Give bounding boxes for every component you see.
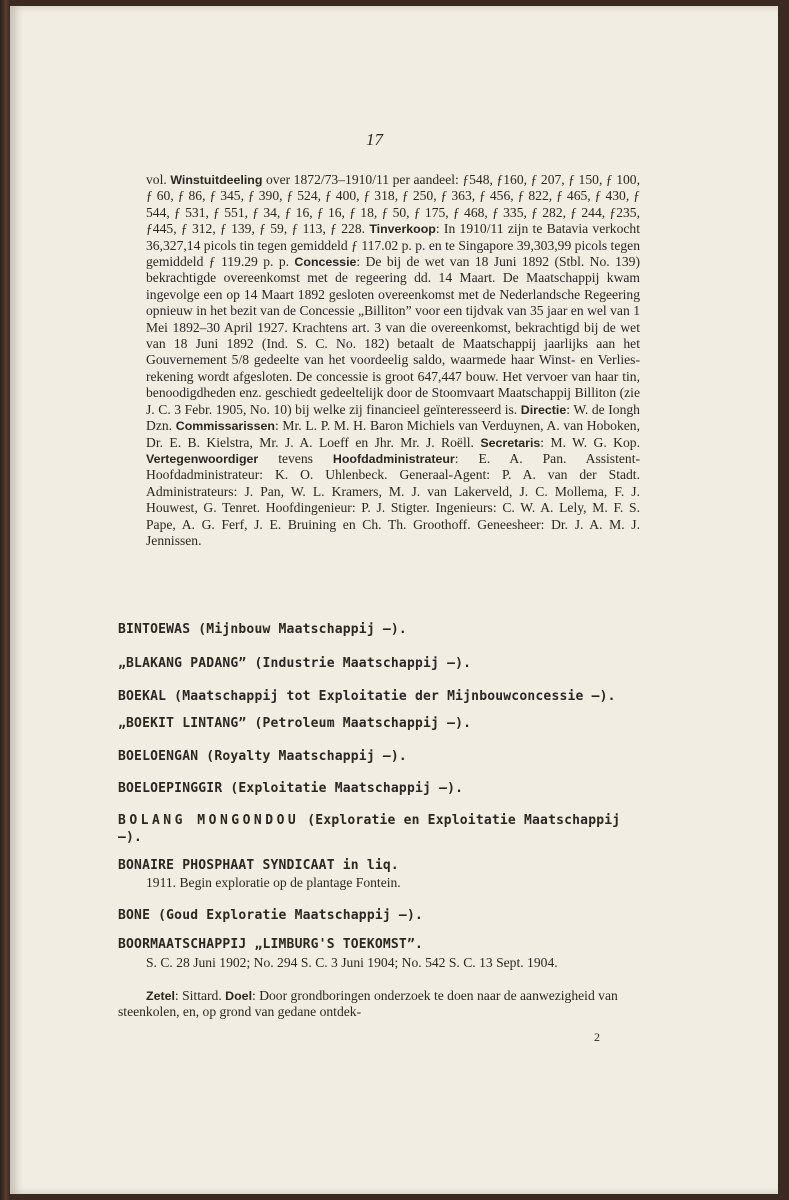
book-spine: [0, 0, 10, 1200]
signature-mark: 2: [594, 1030, 600, 1044]
entry-boekal: BOEKAL (Maatschappij tot Exploitatie der Mijnbouwconcessie —).: [118, 689, 616, 704]
boormaat-sc: [118, 955, 640, 971]
text-run: over 1872/73–1910/11 per aandeel: ƒ548, ƒ160, ƒ 207, ƒ 150, ƒ 100, ƒ 60, ƒ 86, ƒ 345, ƒ 390, ƒ 524, ƒ 400, ƒ 318, ƒ 250, ƒ 363, ƒ 456, ƒ 822, ƒ 465, ƒ 430, ƒ 544, ƒ 531, ƒ 551, ƒ 34, ƒ 16, ƒ 16, ƒ 18, ƒ 50, ƒ 175, ƒ 468, ƒ 335, ƒ 282, ƒ 244, ƒ235, ƒ445, ƒ 312, ƒ 139, ƒ 59, ƒ 113, ƒ 228.: [146, 172, 640, 237]
boormaat-zetel-doel: [118, 988, 640, 1021]
heading-commissarissen: Commissarissen: [175, 419, 275, 434]
entry-blakang-padang: „BLAKANG PADANG” (Industrie Maatschappij —).: [118, 656, 472, 671]
text-run: : Door grondboringen onderzoek te doen naar de aanwezigheid van steenkolen, en, op grond van gedane ontdek-: [118, 988, 618, 1020]
text-run: : Mr. L. P. M. H. Baron Michiels van Verduynen, A. van Hoboken, Dr. E. B. Kielstra, Mr. J. A. Loeff en Jhr. Mr. J. Roëll.: [146, 418, 640, 450]
heading-vertegenwoordiger: Vertegenwoordiger: [146, 451, 259, 466]
main-paragraph: [146, 172, 640, 549]
entry-bonaire: BONAIRE PHOSPHAAT SYNDICAAT in liq.: [118, 858, 399, 873]
heading-winstuitdeeling: Winstuitdeeling: [170, 173, 263, 187]
text-run: : Sittard.: [174, 988, 226, 1003]
heading-zetel: Zetel: [146, 989, 175, 1003]
heading-directie: Directie: [520, 402, 567, 417]
text-run: : E. A. Pan. Assistent-Hoofdadministrateur: K. O. Uhlenbeck. Generaal-Agent: P. A. van der Stadt. Administrateurs: J. Pan, W. L. Kramers, M. J. van Lakerveld, J. C. Mollema, F. J. Houwest, G. Tenret. Hoofdingenieur: P. J. Stigter. Ingenieurs: C. W. A. Lely, M. F. S. Pape, A. G. Ferf, J. E. Bruining en Ch. Th. Groothoff. Geneesheer: Dr. J. A. M. J. Jennissen.: [146, 450, 640, 548]
entry-boeloengan: BOELOENGAN (Royalty Maatschappij —).: [118, 749, 407, 764]
text-run: : In 1910/11 zijn te Batavia verkocht 36,327,14 picols tin tegen gemiddeld ƒ 117.02 p. p. en te Singapore 39,303,99 picols tegen gemiddeld ƒ 119.29 p. p.: [146, 221, 640, 270]
text-run: vol.: [146, 172, 171, 187]
text-run: : De bij de wet van 18 Juni 1892 (Stbl. No. 139) bekrachtigde overeenkomst met de regeering dd. 14 Maart. De Maatschappij kwam ingevolge een op 14 Maart 1892 gesloten overeenkomst met de Nederlandsche Regeering opnieuw in het bezit van de Concessie „Billiton” voor een tijdvak van 35 jaar en wel van 1 Mei 1892–30 April 1927. Krachtens art. 3 van die overeenkomst, bekrachtigd bij de wet van 18 Juni 1892 (Ind. S. C. No. 182) betaalt de Maatschappij jaarlijks aan het Gouvernement 5/8 gedeelte van het voordeelig saldo, waarmede haar Winst- en Verlies-rekening wordt afgesloten. De concessie is groot 647,447 bouw. Het vervoer van haar tin, benoodigdheden enz. geschiedt gedeeltelijk door de Stoomvaart Maatschappij Billiton (zie J. C. 3 Febr. 1905, No. 10) bij welke zij financieel geïnteresseerd is.: [146, 254, 640, 417]
entry-description: (Exploratie en Exploitatie Maatschappij —).: [118, 813, 621, 845]
entry-bintoewas: BINTOEWAS (Mijnbouw Maatschappij —).: [118, 622, 407, 637]
entry-boormaatschappij: BOORMAATSCHAPPIJ „LIMBURG'S TOEKOMST”.: [118, 937, 424, 952]
heading-secretaris: Secretaris: [480, 435, 541, 450]
page-number: 17: [366, 130, 383, 149]
text-run: : W. de Iongh Dzn.: [146, 401, 640, 434]
entry-boekit-lintang: „BOEKIT LINTANG” (Petroleum Maatschappij —).: [118, 716, 472, 731]
entry-bolang-mongondou: [118, 812, 640, 846]
heading-doel: Doel: [225, 989, 253, 1003]
heading-concessie: Concessie: [294, 255, 357, 270]
bonaire-detail: [118, 875, 640, 891]
heading-hoofdadministrateur: Hoofdadministrateur: [332, 451, 455, 466]
text-run: S. C. 28 Juni 1902; No. 294 S. C. 3 Juni 1904; No. 542 S. C. 13 Sept. 1904.: [146, 955, 558, 970]
text-run: 1911. Begin exploratie op de plantage Fontein.: [146, 875, 401, 890]
entry-boeloepinggir: BOELOEPINGGIR (Exploitatie Maatschappij —).: [118, 781, 464, 796]
text-run: : M. W. G. Kop.: [540, 434, 640, 450]
heading-tinverkoop: Tinverkoop: [369, 222, 436, 237]
entry-bone: BONE (Goud Exploratie Maatschappij —).: [118, 908, 424, 923]
text-run: tevens: [258, 450, 333, 466]
entry-name: BOLANG MONGONDOU: [118, 813, 300, 828]
